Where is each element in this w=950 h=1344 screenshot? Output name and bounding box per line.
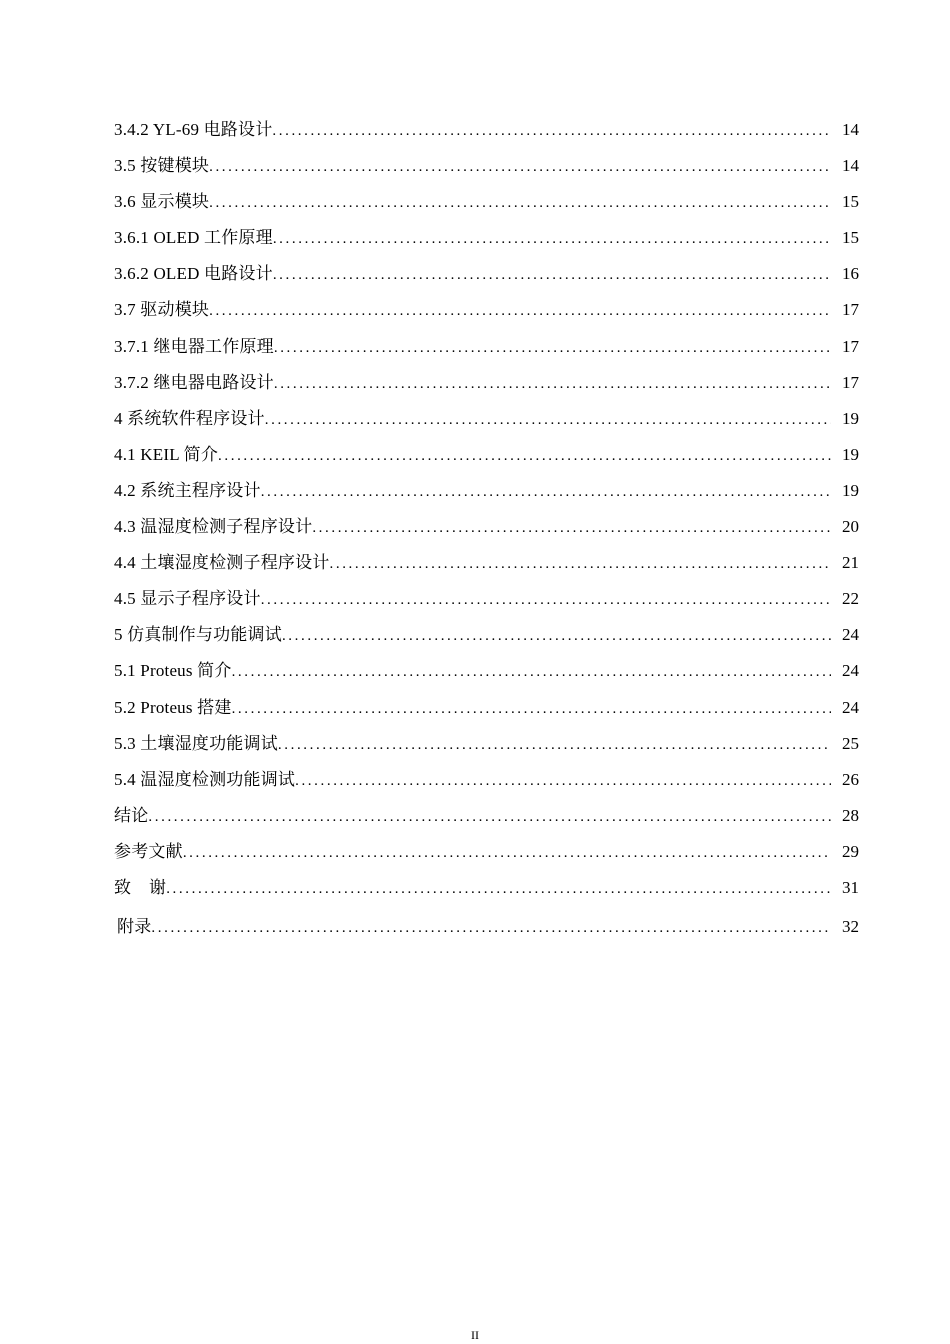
toc-entry-page: 20 bbox=[842, 517, 859, 537]
toc-leader-dots bbox=[218, 438, 835, 474]
toc-entry-title: 3.7 驱动模块 bbox=[114, 300, 210, 320]
toc-entry-page: 14 bbox=[842, 156, 859, 176]
toc-entry-page: 28 bbox=[842, 805, 859, 825]
toc-entry[interactable] bbox=[114, 184, 859, 220]
toc-entry[interactable] bbox=[114, 545, 859, 581]
toc-entry-title: 结论 bbox=[114, 805, 149, 825]
toc-entry-title: 4.2 系统主程序设计 bbox=[114, 480, 261, 500]
toc-entry[interactable] bbox=[114, 726, 859, 762]
toc-entry-page: 32 bbox=[842, 917, 859, 937]
toc-entry-page: 19 bbox=[842, 444, 859, 464]
toc-entry-page: 15 bbox=[842, 192, 859, 212]
toc-entry-title: 5 仿真制作与功能调试 bbox=[114, 625, 282, 645]
toc-entry-title: 3.6.1 OLED 工作原理 bbox=[114, 228, 273, 248]
toc-entry-page: 14 bbox=[842, 120, 859, 139]
toc-entry-title: 4.5 显示子程序设计 bbox=[114, 589, 261, 609]
toc-entry-title: 3.6 显示模块 bbox=[114, 192, 210, 212]
toc-entry[interactable] bbox=[114, 437, 859, 473]
toc-entry-page: 24 bbox=[842, 697, 859, 717]
toc-entry[interactable] bbox=[114, 870, 859, 906]
toc-leader-dots bbox=[273, 221, 831, 257]
toc-entry-title: 4 系统软件程序设计 bbox=[114, 408, 265, 428]
toc-entry[interactable] bbox=[114, 653, 859, 689]
toc-entry-page: 26 bbox=[842, 769, 859, 789]
toc-entry-page: 16 bbox=[842, 264, 859, 284]
toc-leader-dots bbox=[209, 149, 831, 185]
toc-leader-dots bbox=[261, 474, 831, 510]
toc-entry[interactable] bbox=[114, 112, 859, 148]
toc-leader-dots bbox=[282, 618, 831, 654]
toc-leader-dots bbox=[232, 654, 831, 690]
toc-entry[interactable] bbox=[114, 762, 859, 798]
toc-entry[interactable] bbox=[114, 220, 859, 256]
toc-entry-title: 3.6.2 OLED 电路设计 bbox=[114, 264, 273, 284]
toc-leader-dots bbox=[312, 510, 831, 546]
toc-entry-title: 3.7.2 继电器电路设计 bbox=[114, 372, 274, 392]
toc-entry-page: 19 bbox=[842, 408, 859, 428]
toc-entry[interactable] bbox=[114, 256, 859, 292]
toc-entry[interactable] bbox=[114, 509, 859, 545]
toc-leader-dots bbox=[232, 691, 831, 727]
toc-leader-dots bbox=[295, 763, 831, 799]
toc-entry-title: 5.4 温湿度检测功能调试 bbox=[114, 769, 296, 789]
toc-leader-dots bbox=[183, 835, 831, 871]
toc-entry-page: 17 bbox=[842, 336, 859, 356]
page-number-footer: II bbox=[471, 1328, 479, 1342]
toc-entry[interactable] bbox=[114, 834, 859, 870]
toc-entry[interactable] bbox=[114, 329, 859, 365]
toc-entry-page: 24 bbox=[842, 661, 859, 681]
table-of-contents bbox=[114, 112, 859, 945]
toc-entry-page: 25 bbox=[842, 733, 859, 753]
toc-entry-title: 5.2 Proteus 搭建 bbox=[114, 697, 232, 717]
toc-entry-title: 致 谢 bbox=[114, 877, 167, 897]
toc-entry-title: 4.1 KEIL 简介 bbox=[114, 444, 219, 464]
toc-entry-title: 5.3 土壤湿度功能调试 bbox=[114, 733, 278, 753]
toc-entry[interactable] bbox=[114, 473, 859, 509]
toc-entry-page: 15 bbox=[842, 228, 859, 248]
toc-entry[interactable] bbox=[114, 365, 859, 401]
toc-entry[interactable] bbox=[114, 292, 859, 328]
toc-leader-dots bbox=[209, 185, 831, 221]
toc-entry[interactable] bbox=[114, 617, 859, 653]
toc-entry-title: 3.5 按键模块 bbox=[114, 156, 210, 176]
toc-leader-dots bbox=[274, 330, 831, 366]
toc-leader-dots bbox=[265, 402, 831, 438]
toc-entry-page: 22 bbox=[842, 589, 859, 609]
toc-entry[interactable] bbox=[114, 581, 859, 617]
toc-leader-dots bbox=[166, 871, 831, 907]
toc-entry-page: 29 bbox=[842, 841, 859, 861]
toc-entry[interactable] bbox=[114, 798, 859, 834]
toc-entry-page: 21 bbox=[842, 553, 859, 573]
toc-entry-title: 4.4 土壤湿度检测子程序设计 bbox=[114, 553, 330, 573]
toc-entry-title: 5.1 Proteus 简介 bbox=[114, 661, 232, 681]
toc-entry-page: 24 bbox=[842, 625, 859, 645]
toc-leader-dots bbox=[272, 113, 831, 149]
toc-entry-page: 17 bbox=[842, 372, 859, 392]
toc-entry-page: 31 bbox=[842, 877, 859, 897]
toc-entry-page: 19 bbox=[842, 480, 859, 500]
toc-entry[interactable] bbox=[114, 909, 859, 945]
toc-entry-title: 附录 bbox=[117, 917, 152, 937]
toc-entry[interactable] bbox=[114, 690, 859, 726]
toc-entry-title: 3.7.1 继电器工作原理 bbox=[114, 336, 274, 356]
toc-entry[interactable] bbox=[114, 401, 859, 437]
toc-entry-title: 3.4.2 YL-69 电路设计 bbox=[114, 120, 273, 139]
toc-leader-dots bbox=[209, 293, 831, 329]
toc-entry-page: 17 bbox=[842, 300, 859, 320]
toc-leader-dots bbox=[261, 582, 831, 618]
toc-entry[interactable] bbox=[114, 148, 859, 184]
toc-leader-dots bbox=[274, 366, 831, 402]
toc-leader-dots bbox=[330, 546, 832, 582]
toc-leader-dots bbox=[273, 257, 831, 293]
toc-entry-title: 参考文献 bbox=[114, 841, 183, 861]
toc-leader-dots bbox=[151, 910, 831, 946]
toc-leader-dots bbox=[278, 727, 831, 763]
toc-entry-title: 4.3 温湿度检测子程序设计 bbox=[114, 517, 313, 537]
toc-leader-dots bbox=[148, 799, 831, 835]
